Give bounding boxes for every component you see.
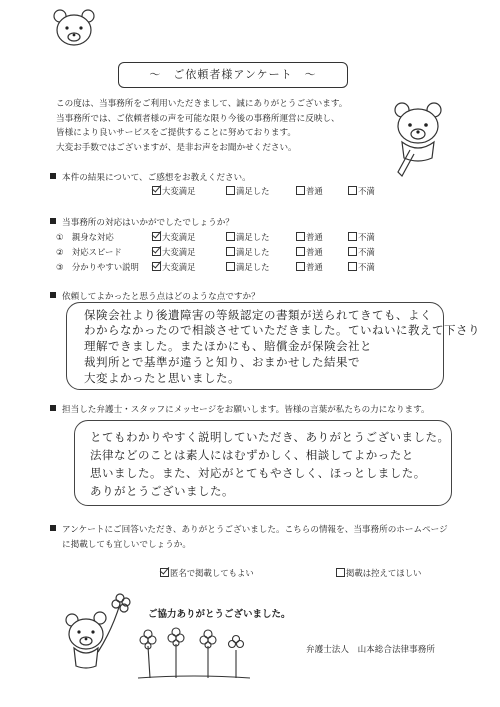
q3-answer-line-1: 保険会社より後遺障害の等級認定の書類が送られてきても、よく — [84, 308, 432, 322]
q2-row-2-option-3[interactable]: 不満 — [348, 246, 375, 258]
q2-row-3-checkbox-0[interactable] — [152, 262, 161, 271]
q2-row-2-option-1[interactable]: 満足した — [226, 246, 270, 258]
flowers-decoration — [136, 626, 252, 680]
q1-checkbox-1[interactable] — [226, 186, 235, 195]
q2-row-3-option-2[interactable]: 普通 — [296, 261, 323, 273]
q2-row-1-checkbox-0[interactable] — [152, 232, 161, 241]
q3-answer-line-2: わからなかったので相談させていただきました。ていねいに教えて下さり — [84, 323, 480, 337]
thanks-message: ご協力ありがとうございました。 — [148, 609, 291, 620]
q1-checkbox-3[interactable] — [348, 186, 357, 195]
q3-question: 依頼してよかったと思う点はどのような点ですか？ — [50, 290, 260, 302]
q2-row-1-checkbox-1[interactable] — [226, 232, 235, 241]
q5-option-1[interactable]: 掲載は控えてほしい — [336, 567, 421, 579]
q4-answer-line-3: 思いました。また、対応がとてもやさしく、ほっとしました。 — [90, 466, 426, 480]
q2-row-1-option-0[interactable]: 大変満足 — [152, 231, 196, 243]
q1-checkbox-2[interactable] — [296, 186, 305, 195]
q2-row-3-option-3[interactable]: 不満 — [348, 261, 375, 273]
q2-row-1-option-2[interactable]: 普通 — [296, 231, 323, 243]
q2-row-3-checkbox-1[interactable] — [226, 262, 235, 271]
q5-option-0[interactable]: 匿名で掲載してもよい — [160, 567, 254, 579]
q2-row-2-checkbox-3[interactable] — [348, 247, 357, 256]
q2-row-2-option-0[interactable]: 大変満足 — [152, 246, 196, 258]
q5-question: アンケートにご回答いただき、ありがとうございました。こちらの情報を、当事務所のホームページ に掲載しても宜しいでしょうか。 — [50, 523, 448, 553]
q4-answer-line-2: 法律などのことは素人にはむずかしく、相談してよかったと — [90, 448, 414, 462]
q2-row-1-option-1[interactable]: 満足した — [226, 231, 270, 243]
q3-answer-line-3: 理解できました。またほかにも、賠償金が保険会社と — [84, 339, 372, 353]
bear-illustration-top — [48, 4, 100, 56]
q2-row-3-label: ③ 分かりやすい説明 — [56, 262, 139, 272]
q1-checkbox-0[interactable] — [152, 186, 161, 195]
q2-row-3-checkbox-2[interactable] — [296, 262, 305, 271]
q1-option-1[interactable]: 満足した — [226, 185, 270, 197]
q1-option-2[interactable]: 普通 — [296, 185, 323, 197]
q2-row-2-checkbox-2[interactable] — [296, 247, 305, 256]
bear-with-pencil-illustration — [388, 98, 450, 180]
q1-option-3[interactable]: 不満 — [348, 185, 375, 197]
q4-answer-line-1: とてもわかりやすく説明していただき、ありがとうございました。 — [90, 430, 450, 444]
law-firm-name: 弁護士法人 山本総合法律事務所 — [306, 645, 435, 655]
q3-answer-line-4: 裁判所とで基準が違うと知り、おまかせした結果で — [84, 355, 360, 369]
q1-question: 本件の結果について、ご感想をお教えください。 — [50, 171, 251, 183]
q2-row-1-checkbox-2[interactable] — [296, 232, 305, 241]
q1-option-0[interactable]: 大変満足 — [152, 185, 196, 197]
bear-with-flower-illustration — [62, 590, 146, 674]
q2-question: 当事務所の対応はいかがでしたでしょうか？ — [50, 216, 234, 228]
q2-row-3-option-1[interactable]: 満足した — [226, 261, 270, 273]
q2-row-3-option-0[interactable]: 大変満足 — [152, 261, 196, 273]
q4-question: 担当した弁護士・スタッフにメッセージをお願いします。皆様の言葉が私たちの力になります。 — [50, 403, 430, 415]
intro-text: この度は、当事務所をご利用いただきまして、誠にありがとうございます。 当事務所では、ご依頼者様の声を可能な限り今後の事務所運営に反映し、 皆様により良いサービスをご提供することに努めております。 大変お手数ではございますが、是非お声をお聞かせください。 — [56, 99, 348, 153]
survey-title: ～ ご依頼者様アンケート ～ — [118, 62, 348, 88]
q2-row-1-option-3[interactable]: 不満 — [348, 231, 375, 243]
q2-row-3-checkbox-3[interactable] — [348, 262, 357, 271]
q5-checkbox-0[interactable] — [160, 568, 169, 577]
q5-checkbox-1[interactable] — [336, 568, 345, 577]
q4-answer-line-4: ありがとうございました。 — [90, 484, 234, 498]
q2-row-1-label: ① 親身な対応 — [56, 232, 114, 242]
q2-row-2-checkbox-1[interactable] — [226, 247, 235, 256]
q2-row-2-option-2[interactable]: 普通 — [296, 246, 323, 258]
q2-row-2-label: ② 対応スピード — [56, 247, 122, 257]
q3-answer-line-5: 大変よかったと思いました。 — [84, 371, 240, 385]
q2-row-1-checkbox-3[interactable] — [348, 232, 357, 241]
q2-row-2-checkbox-0[interactable] — [152, 247, 161, 256]
